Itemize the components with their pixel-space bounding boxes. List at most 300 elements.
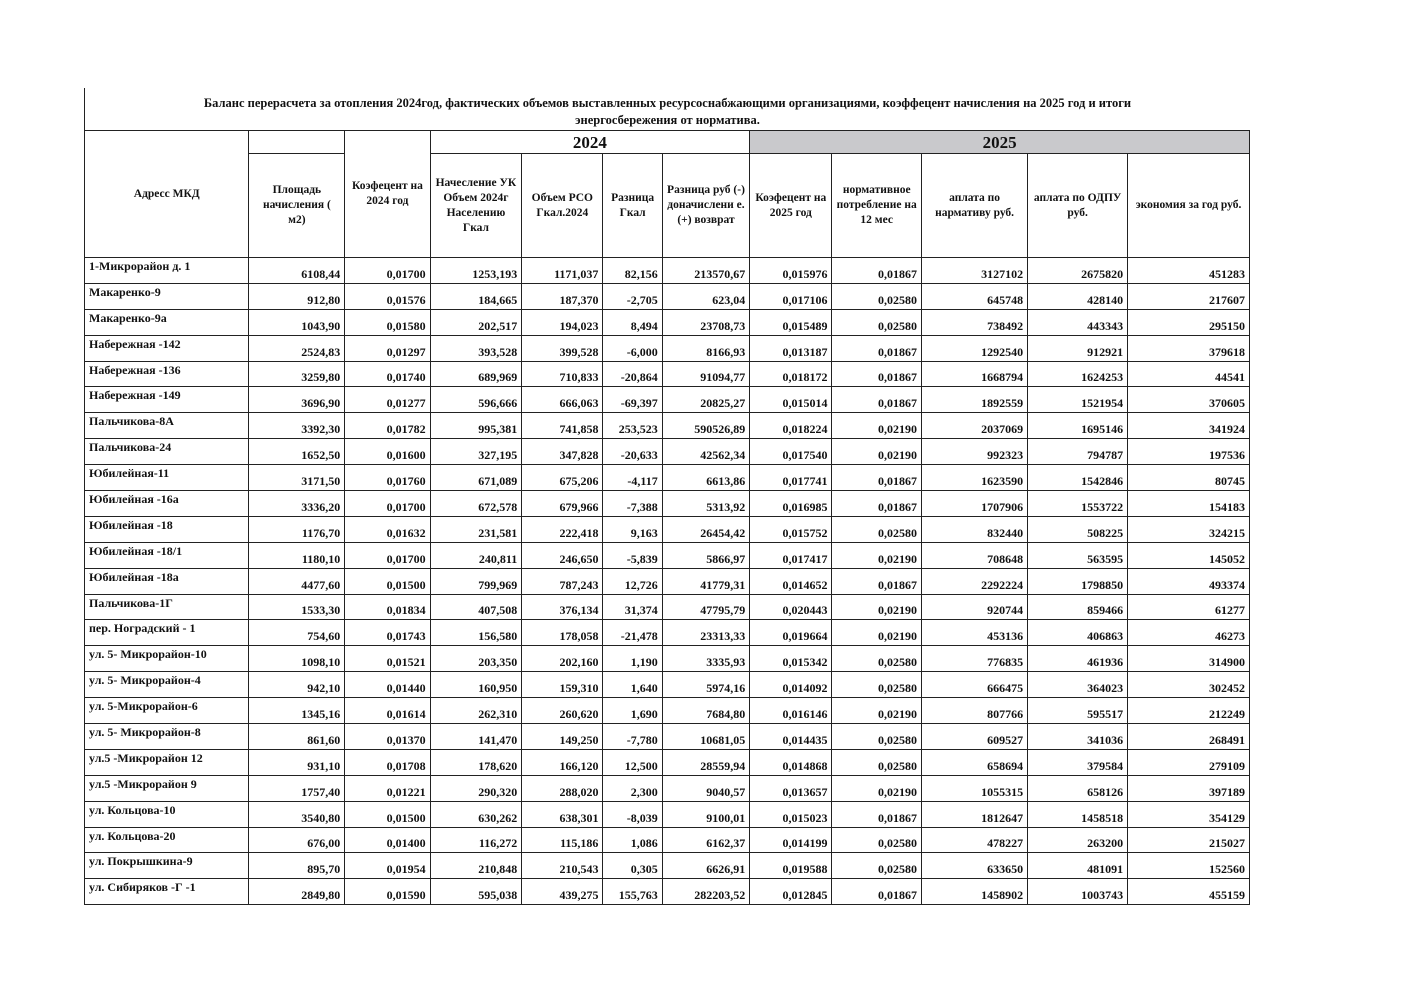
value-cell: -4,117 xyxy=(603,465,662,491)
value-cell: 279109 xyxy=(1128,749,1250,775)
table-row xyxy=(85,361,1250,387)
value-cell: 0,018224 xyxy=(750,413,832,439)
address-cell: ул. Кольцова-10 xyxy=(85,801,249,827)
value-cell: 0,019588 xyxy=(750,853,832,879)
table-row xyxy=(85,594,1250,620)
value-cell: 995,381 xyxy=(430,413,522,439)
balance-table xyxy=(84,130,1250,905)
value-cell: 1043,90 xyxy=(249,309,345,335)
value-cell: 741,858 xyxy=(522,413,603,439)
value-cell: 1892559 xyxy=(921,387,1027,413)
value-cell: 0,305 xyxy=(603,853,662,879)
header-pay-norm: аплата по нармативу руб. xyxy=(921,154,1027,258)
value-cell: 28559,94 xyxy=(662,749,749,775)
address-cell: Пальчикова-24 xyxy=(85,439,249,465)
header-pay-odpu: аплата по ОДПУ руб. xyxy=(1028,154,1128,258)
header-uk-volume: Начесление УК Объем 2024г Населению Гкал xyxy=(430,154,522,258)
value-cell: -20,633 xyxy=(603,439,662,465)
value-cell: 0,02580 xyxy=(832,749,922,775)
table-row xyxy=(85,698,1250,724)
value-cell: 210,848 xyxy=(430,853,522,879)
value-cell: 23708,73 xyxy=(662,309,749,335)
address-cell: ул. Сибиряков -Г -1 xyxy=(85,879,249,905)
value-cell: 428140 xyxy=(1028,283,1128,309)
value-cell: 0,01277 xyxy=(345,387,430,413)
table-row xyxy=(85,258,1250,284)
value-cell: 0,01576 xyxy=(345,283,430,309)
value-cell: 931,10 xyxy=(249,749,345,775)
value-cell: 231,581 xyxy=(430,516,522,542)
value-cell: 689,969 xyxy=(430,361,522,387)
value-cell: 453136 xyxy=(921,620,1027,646)
value-cell: 1458902 xyxy=(921,879,1027,905)
value-cell: 794787 xyxy=(1028,439,1128,465)
value-cell: 2849,80 xyxy=(249,879,345,905)
address-cell: Набережная -142 xyxy=(85,335,249,361)
value-cell: 184,665 xyxy=(430,283,522,309)
value-cell: 0,01867 xyxy=(832,879,922,905)
value-cell: 379584 xyxy=(1028,749,1128,775)
value-cell: 1707906 xyxy=(921,491,1027,517)
value-cell: 710,833 xyxy=(522,361,603,387)
value-cell: 10681,05 xyxy=(662,724,749,750)
value-cell: 166,120 xyxy=(522,749,603,775)
value-cell: 82,156 xyxy=(603,258,662,284)
value-cell: 3127102 xyxy=(921,258,1027,284)
value-cell: 47795,79 xyxy=(662,594,749,620)
table-row xyxy=(85,387,1250,413)
value-cell: 5313,92 xyxy=(662,491,749,517)
value-cell: 1798850 xyxy=(1028,568,1128,594)
value-cell: 0,01297 xyxy=(345,335,430,361)
table-row xyxy=(85,516,1250,542)
value-cell: 341924 xyxy=(1128,413,1250,439)
value-cell: 666,063 xyxy=(522,387,603,413)
table-row xyxy=(85,672,1250,698)
value-cell: 0,017417 xyxy=(750,542,832,568)
value-cell: 46273 xyxy=(1128,620,1250,646)
value-cell: 1292540 xyxy=(921,335,1027,361)
value-cell: 0,01743 xyxy=(345,620,430,646)
value-cell: 0,01867 xyxy=(832,465,922,491)
value-cell: 0,016985 xyxy=(750,491,832,517)
address-cell: Юбилейная -16а xyxy=(85,491,249,517)
value-cell: 399,528 xyxy=(522,335,603,361)
value-cell: 341036 xyxy=(1028,724,1128,750)
value-cell: 0,01500 xyxy=(345,568,430,594)
value-cell: 1668794 xyxy=(921,361,1027,387)
value-cell: 8166,93 xyxy=(662,335,749,361)
address-cell: ул. Кольцова-20 xyxy=(85,827,249,853)
value-cell: 9,163 xyxy=(603,516,662,542)
value-cell: 0,01580 xyxy=(345,309,430,335)
header-norm: нормативное потребление на 12 мес xyxy=(832,154,922,258)
value-cell: 1458518 xyxy=(1028,801,1128,827)
value-cell: 0,01370 xyxy=(345,724,430,750)
value-cell: 439,275 xyxy=(522,879,603,905)
value-cell: 1176,70 xyxy=(249,516,345,542)
value-cell: 327,195 xyxy=(430,439,522,465)
value-cell: 295150 xyxy=(1128,309,1250,335)
value-cell: 288,020 xyxy=(522,775,603,801)
value-cell: 776835 xyxy=(921,646,1027,672)
value-cell: 992323 xyxy=(921,439,1027,465)
table-row xyxy=(85,827,1250,853)
value-cell: 0,01700 xyxy=(345,542,430,568)
header-rso-volume: Объем РСО Гкал.2024 xyxy=(522,154,603,258)
value-cell: 1,690 xyxy=(603,698,662,724)
value-cell: 12,726 xyxy=(603,568,662,594)
value-cell: 754,60 xyxy=(249,620,345,646)
value-cell: 0,02190 xyxy=(832,594,922,620)
value-cell: 0,015752 xyxy=(750,516,832,542)
address-cell: Макаренко-9а xyxy=(85,309,249,335)
header-coef-2025: Коэфецент на 2025 год xyxy=(750,154,832,258)
header-area: Площадь начисления ( м2) xyxy=(249,154,345,258)
value-cell: 187,370 xyxy=(522,283,603,309)
value-cell: 0,01740 xyxy=(345,361,430,387)
table-row xyxy=(85,724,1250,750)
value-cell: 1624253 xyxy=(1028,361,1128,387)
address-cell: ул. Покрышкина-9 xyxy=(85,853,249,879)
value-cell: 590526,89 xyxy=(662,413,749,439)
address-cell: ул. 5- Микрорайон-10 xyxy=(85,646,249,672)
value-cell: 0,014092 xyxy=(750,672,832,698)
value-cell: 633650 xyxy=(921,853,1027,879)
value-cell: 0,017106 xyxy=(750,283,832,309)
value-cell: 1171,037 xyxy=(522,258,603,284)
value-cell: 61277 xyxy=(1128,594,1250,620)
value-cell: 197536 xyxy=(1128,439,1250,465)
value-cell: 0,015023 xyxy=(750,801,832,827)
value-cell: 1623590 xyxy=(921,465,1027,491)
header-address: Адресс МКД xyxy=(85,131,249,258)
value-cell: 145052 xyxy=(1128,542,1250,568)
value-cell: 0,02190 xyxy=(832,413,922,439)
value-cell: 155,763 xyxy=(603,879,662,905)
value-cell: 0,013657 xyxy=(750,775,832,801)
value-cell: 3335,93 xyxy=(662,646,749,672)
value-cell: 0,02580 xyxy=(832,646,922,672)
value-cell: 178,620 xyxy=(430,749,522,775)
value-cell: 461936 xyxy=(1028,646,1128,672)
value-cell: 44541 xyxy=(1128,361,1250,387)
value-cell: 920744 xyxy=(921,594,1027,620)
address-cell: Набережная -149 xyxy=(85,387,249,413)
address-cell: Юбилейная -18а xyxy=(85,568,249,594)
value-cell: 859466 xyxy=(1028,594,1128,620)
value-cell: 738492 xyxy=(921,309,1027,335)
value-cell: 0,01782 xyxy=(345,413,430,439)
value-cell: 217607 xyxy=(1128,283,1250,309)
value-cell: 912921 xyxy=(1028,335,1128,361)
value-cell: 0,01954 xyxy=(345,853,430,879)
value-cell: 3696,90 xyxy=(249,387,345,413)
value-cell: 861,60 xyxy=(249,724,345,750)
value-cell: 0,013187 xyxy=(750,335,832,361)
value-cell: -2,705 xyxy=(603,283,662,309)
value-cell: 6108,44 xyxy=(249,258,345,284)
value-cell: 0,02580 xyxy=(832,827,922,853)
value-cell: 0,01867 xyxy=(832,335,922,361)
value-cell: 0,01867 xyxy=(832,361,922,387)
value-cell: 141,470 xyxy=(430,724,522,750)
value-cell: 8,494 xyxy=(603,309,662,335)
header-year-2025: 2025 xyxy=(750,131,1250,154)
value-cell: 595517 xyxy=(1028,698,1128,724)
value-cell: -5,839 xyxy=(603,542,662,568)
value-cell: 0,01440 xyxy=(345,672,430,698)
value-cell: 302452 xyxy=(1128,672,1250,698)
value-cell: 1003743 xyxy=(1028,879,1128,905)
value-cell: 91094,77 xyxy=(662,361,749,387)
value-cell: 1098,10 xyxy=(249,646,345,672)
value-cell: 12,500 xyxy=(603,749,662,775)
table-row xyxy=(85,491,1250,517)
header-blank-cell xyxy=(249,131,345,154)
value-cell: 152560 xyxy=(1128,853,1250,879)
value-cell: 5974,16 xyxy=(662,672,749,698)
value-cell: 493374 xyxy=(1128,568,1250,594)
value-cell: 80745 xyxy=(1128,465,1250,491)
address-cell: ул. 5- Микрорайон-8 xyxy=(85,724,249,750)
value-cell: 210,543 xyxy=(522,853,603,879)
value-cell: 407,508 xyxy=(430,594,522,620)
table-row xyxy=(85,749,1250,775)
value-cell: 314900 xyxy=(1128,646,1250,672)
value-cell: 26454,42 xyxy=(662,516,749,542)
value-cell: 658694 xyxy=(921,749,1027,775)
value-cell: 6162,37 xyxy=(662,827,749,853)
value-cell: 0,01400 xyxy=(345,827,430,853)
table-row xyxy=(85,465,1250,491)
value-cell: 481091 xyxy=(1028,853,1128,879)
value-cell: 787,243 xyxy=(522,568,603,594)
value-cell: 397189 xyxy=(1128,775,1250,801)
value-cell: 347,828 xyxy=(522,439,603,465)
value-cell: 895,70 xyxy=(249,853,345,879)
value-cell: 563595 xyxy=(1028,542,1128,568)
value-cell: 1,190 xyxy=(603,646,662,672)
header-economy: экономия за год руб. xyxy=(1128,154,1250,258)
value-cell: 0,01614 xyxy=(345,698,430,724)
address-cell: пер. Ноградский - 1 xyxy=(85,620,249,646)
value-cell: 156,580 xyxy=(430,620,522,646)
value-cell: 1,640 xyxy=(603,672,662,698)
value-cell: 1253,193 xyxy=(430,258,522,284)
value-cell: 324215 xyxy=(1128,516,1250,542)
address-cell: Макаренко-9 xyxy=(85,283,249,309)
address-cell: Юбилейная -18 xyxy=(85,516,249,542)
value-cell: 2,300 xyxy=(603,775,662,801)
value-cell: 0,015976 xyxy=(750,258,832,284)
value-cell: 160,950 xyxy=(430,672,522,698)
value-cell: 0,015489 xyxy=(750,309,832,335)
value-cell: 364023 xyxy=(1028,672,1128,698)
value-cell: 0,014868 xyxy=(750,749,832,775)
value-cell: 596,666 xyxy=(430,387,522,413)
value-cell: 671,089 xyxy=(430,465,522,491)
value-cell: 115,186 xyxy=(522,827,603,853)
value-cell: 0,02580 xyxy=(832,672,922,698)
header-coef-2024: Коэфецент на 2024 год xyxy=(345,131,430,258)
value-cell: 666475 xyxy=(921,672,1027,698)
value-cell: 9100,01 xyxy=(662,801,749,827)
value-cell: 799,969 xyxy=(430,568,522,594)
value-cell: 1533,30 xyxy=(249,594,345,620)
header-diff-gcal: Разница Гкал xyxy=(603,154,662,258)
value-cell: 3171,50 xyxy=(249,465,345,491)
value-cell: 807766 xyxy=(921,698,1027,724)
value-cell: 263200 xyxy=(1028,827,1128,853)
value-cell: 213570,67 xyxy=(662,258,749,284)
table-row xyxy=(85,413,1250,439)
value-cell: 0,01867 xyxy=(832,568,922,594)
title-line-2: энергосбережения от норматива. xyxy=(575,113,760,127)
value-cell: 451283 xyxy=(1128,258,1250,284)
value-cell: -7,780 xyxy=(603,724,662,750)
value-cell: 1345,16 xyxy=(249,698,345,724)
value-cell: 508225 xyxy=(1028,516,1128,542)
value-cell: 0,018172 xyxy=(750,361,832,387)
value-cell: 0,02190 xyxy=(832,542,922,568)
value-cell: 0,017741 xyxy=(750,465,832,491)
value-cell: 1553722 xyxy=(1028,491,1128,517)
value-cell: -6,000 xyxy=(603,335,662,361)
value-cell: 0,01867 xyxy=(832,491,922,517)
value-cell: 0,01867 xyxy=(832,258,922,284)
value-cell: 41779,31 xyxy=(662,568,749,594)
table-body xyxy=(85,258,1250,905)
value-cell: 290,320 xyxy=(430,775,522,801)
address-cell: Юбилейная-11 xyxy=(85,465,249,491)
document-sheet xyxy=(84,88,1250,905)
value-cell: 443343 xyxy=(1028,309,1128,335)
value-cell: 0,01500 xyxy=(345,801,430,827)
value-cell: 2675820 xyxy=(1028,258,1128,284)
value-cell: 268491 xyxy=(1128,724,1250,750)
value-cell: 3336,20 xyxy=(249,491,345,517)
value-cell: 370605 xyxy=(1128,387,1250,413)
value-cell: 393,528 xyxy=(430,335,522,361)
value-cell: 1812647 xyxy=(921,801,1027,827)
value-cell: 260,620 xyxy=(522,698,603,724)
value-cell: 676,00 xyxy=(249,827,345,853)
value-cell: 1,086 xyxy=(603,827,662,853)
value-cell: 1542846 xyxy=(1028,465,1128,491)
value-cell: 159,310 xyxy=(522,672,603,698)
value-cell: 5866,97 xyxy=(662,542,749,568)
value-cell: 20825,27 xyxy=(662,387,749,413)
table-row xyxy=(85,309,1250,335)
value-cell: 0,02190 xyxy=(832,439,922,465)
value-cell: 0,019664 xyxy=(750,620,832,646)
value-cell: -7,388 xyxy=(603,491,662,517)
value-cell: 630,262 xyxy=(430,801,522,827)
value-cell: 379618 xyxy=(1128,335,1250,361)
value-cell: 240,811 xyxy=(430,542,522,568)
value-cell: 1180,10 xyxy=(249,542,345,568)
value-cell: 942,10 xyxy=(249,672,345,698)
value-cell: 0,02580 xyxy=(832,724,922,750)
value-cell: 3259,80 xyxy=(249,361,345,387)
value-cell: 9040,57 xyxy=(662,775,749,801)
address-cell: ул.5 -Микрорайон 9 xyxy=(85,775,249,801)
value-cell: 0,015342 xyxy=(750,646,832,672)
value-cell: 0,01708 xyxy=(345,749,430,775)
value-cell: 246,650 xyxy=(522,542,603,568)
value-cell: 406863 xyxy=(1028,620,1128,646)
value-cell: 215027 xyxy=(1128,827,1250,853)
value-cell: 6626,91 xyxy=(662,853,749,879)
value-cell: 0,014199 xyxy=(750,827,832,853)
value-cell: 0,02580 xyxy=(832,516,922,542)
value-cell: 0,01521 xyxy=(345,646,430,672)
value-cell: 0,016146 xyxy=(750,698,832,724)
value-cell: -8,039 xyxy=(603,801,662,827)
value-cell: 0,01867 xyxy=(832,387,922,413)
value-cell: 0,01590 xyxy=(345,879,430,905)
table-row xyxy=(85,879,1250,905)
value-cell: -69,397 xyxy=(603,387,662,413)
value-cell: 178,058 xyxy=(522,620,603,646)
value-cell: 3540,80 xyxy=(249,801,345,827)
value-cell: -21,478 xyxy=(603,620,662,646)
value-cell: 3392,30 xyxy=(249,413,345,439)
value-cell: 376,134 xyxy=(522,594,603,620)
value-cell: 0,01221 xyxy=(345,775,430,801)
address-cell: Пальчикова-8А xyxy=(85,413,249,439)
value-cell: 0,015014 xyxy=(750,387,832,413)
value-cell: 912,80 xyxy=(249,283,345,309)
value-cell: 0,01834 xyxy=(345,594,430,620)
value-cell: 4477,60 xyxy=(249,568,345,594)
value-cell: 0,01600 xyxy=(345,439,430,465)
table-row xyxy=(85,646,1250,672)
header-diff-rub: Разница руб (-) доначислени е. (+) возврат xyxy=(662,154,749,258)
value-cell: 253,523 xyxy=(603,413,662,439)
table-row xyxy=(85,568,1250,594)
value-cell: 679,966 xyxy=(522,491,603,517)
value-cell: 0,014652 xyxy=(750,568,832,594)
value-cell: 2037069 xyxy=(921,413,1027,439)
value-cell: 708648 xyxy=(921,542,1027,568)
value-cell: 154183 xyxy=(1128,491,1250,517)
value-cell: 1757,40 xyxy=(249,775,345,801)
value-cell: 0,02580 xyxy=(832,283,922,309)
value-cell: 658126 xyxy=(1028,775,1128,801)
value-cell: 1652,50 xyxy=(249,439,345,465)
document-title xyxy=(84,88,1250,130)
value-cell: 6613,86 xyxy=(662,465,749,491)
value-cell: 212249 xyxy=(1128,698,1250,724)
value-cell: 672,578 xyxy=(430,491,522,517)
address-cell: Набережная -136 xyxy=(85,361,249,387)
value-cell: 478227 xyxy=(921,827,1027,853)
value-cell: 1695146 xyxy=(1028,413,1128,439)
value-cell: 2292224 xyxy=(921,568,1027,594)
table-row xyxy=(85,775,1250,801)
value-cell: 203,350 xyxy=(430,646,522,672)
address-cell: ул. 5- Микрорайон-4 xyxy=(85,672,249,698)
value-cell: 116,272 xyxy=(430,827,522,853)
value-cell: 0,01700 xyxy=(345,258,430,284)
value-cell: 42562,34 xyxy=(662,439,749,465)
value-cell: 0,020443 xyxy=(750,594,832,620)
value-cell: 0,02190 xyxy=(832,698,922,724)
address-cell: 1-Микрорайон д. 1 xyxy=(85,258,249,284)
value-cell: 262,310 xyxy=(430,698,522,724)
